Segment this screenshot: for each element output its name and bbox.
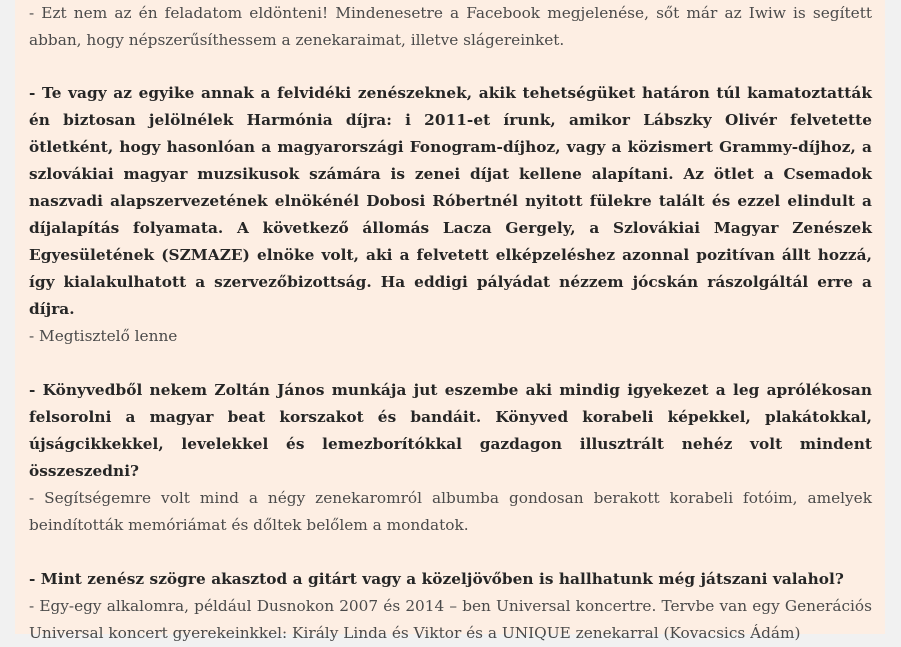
answer-paragraph: - Egy-egy alkalomra, például Dusnokon 2007 és 2014 – ben Universal koncertre. Tervbe van egy Generációs Universal koncert gyerekeinkkel: Király Linda és Viktor és a UNIQUE zenekarral (Kovacsics Ádám) bbox=[29, 597, 872, 642]
paragraph-spacer bbox=[29, 539, 872, 566]
question-paragraph: - Könyvedből nekem Zoltán János munkája jut eszembe aki mindig igyekezet a leg aprólékosan felsorolni a magyar beat korszakot és bandáit. Könyved korabeli képekkel, plakátokkal, újságcikkekkel, levelekkel és lemezborítókkal gazdagon illusztrált nehéz volt mindent összeszedni? bbox=[29, 381, 872, 480]
question-paragraph: - Mint zenész szögre akasztod a gitárt vagy a közeljövőben is hallhatunk még játszani valahol? bbox=[29, 570, 844, 588]
article-panel bbox=[15, 0, 885, 642]
answer-paragraph: - Ezt nem az én feladatom eldönteni! Mindenesetre a Facebook megjelenése, sőt már az Iwiw is segített abban, hogy népszerűsíthessem a zenekaraimat, illetve slágereinket. bbox=[29, 4, 872, 49]
answer-paragraph: - Segítségemre volt mind a négy zenekaromról albumba gondosan berakott korabeli fotóim, amelyek beindították memóriámat és dőltek belőlem a mondatok. bbox=[29, 489, 872, 534]
question-paragraph: - Te vagy az egyike annak a felvidéki zenészeknek, akik tehetségüket határon túl kamatoztatták én biztosan jelölnélek Harmónia díjra: i 2011-et írunk, amikor Lábszky Olivér felvetette ötletként, hogy hasonlóan a magyarországi Fonogram-díjhoz, vagy a közismert Grammy-díjhoz, a szlovákiai magyar muzsikusok számára is zenei díjat kellene alapítani. Az ötlet a Csemadok naszvadi alapszervezetének elnökénél Dobosi Róbertnél nyitott fülekre talált és ezzel elindult a díjalapítás folyamata. A következő állomás Lacza Gergely, a Szlovákiai Magyar Zenészek Egyesületének (SZMAZE) elnöke volt, aki a felvetett elképzeléshez azonnal pozitívan állt hozzá, így kialakulhatott a szervezőbizottság. Ha eddigi pályádat nézzem jócskán rászolgáltál erre a díjra. bbox=[29, 84, 872, 318]
paragraph-spacer bbox=[29, 54, 872, 81]
answer-paragraph: - Megtisztelő lenne bbox=[29, 327, 178, 345]
article-body bbox=[29, 0, 872, 647]
paragraph-spacer bbox=[29, 350, 872, 377]
